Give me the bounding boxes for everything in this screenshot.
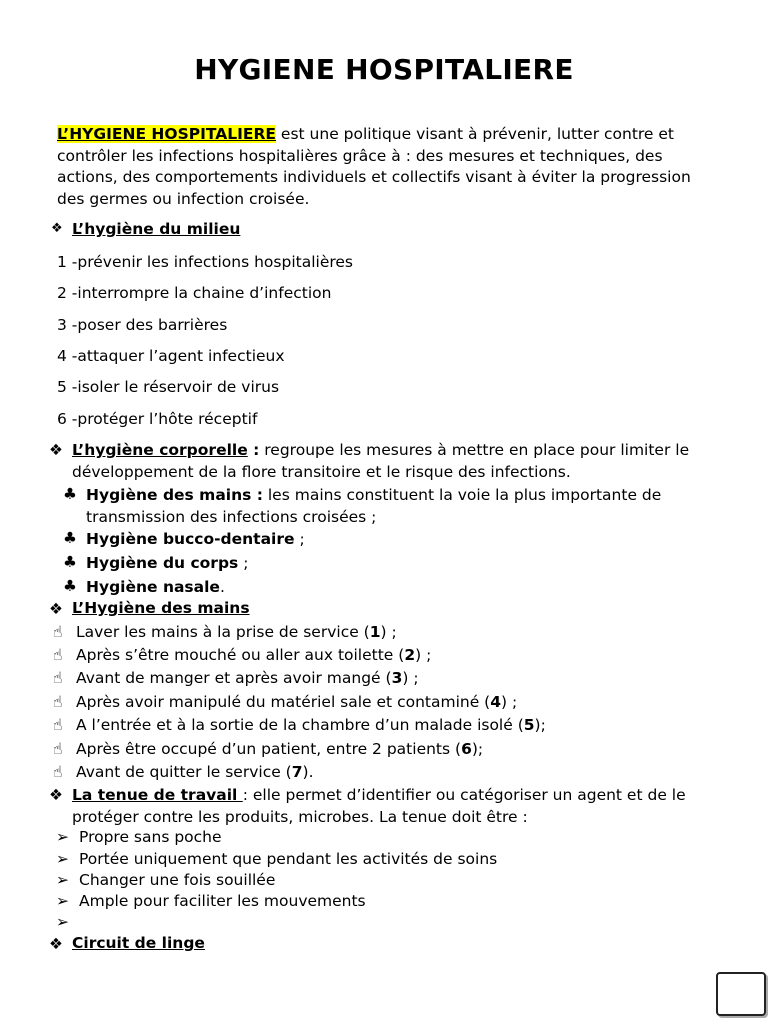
item-text: Laver les mains à la prise de service ( <box>76 623 370 641</box>
list-item: Portée uniquement que pendant les activités de soins <box>79 850 498 868</box>
club-bullet-icon: ♣ <box>63 529 77 547</box>
list-item: 3 -poser des barrières <box>57 316 228 334</box>
diamond-bullet-icon: ❖ <box>49 441 63 459</box>
list-item: 6 -protéger l’hôte réceptif <box>57 410 258 428</box>
list-item <box>86 530 305 548</box>
item-bold: Hygiène nasale <box>86 578 220 596</box>
list-item <box>76 740 483 758</box>
item-text: Après avoir manipulé du matériel sale et contaminé ( <box>76 693 491 711</box>
item-text: A l’entrée et à la sortie de la chambre d’un malade isolé ( <box>76 716 524 734</box>
page-corner-box <box>716 972 766 1016</box>
item-number: 1 <box>369 623 381 641</box>
item-text: ) ; <box>402 669 419 687</box>
list-item <box>76 763 314 781</box>
list-item <box>76 693 517 711</box>
item-text: les mains constituent la voie la plus importante de transmission des infections croisées ; <box>86 486 662 526</box>
item-number: 6 <box>461 740 472 758</box>
item-text: Après être occupé d’un patient, entre 2 patients ( <box>76 740 462 758</box>
item-bold: Hygiène des mains : <box>86 486 263 504</box>
hand-bullet-icon: ☝ <box>53 646 63 664</box>
list-item <box>86 554 248 572</box>
hand-bullet-icon: ☝ <box>53 669 63 687</box>
intro-highlight: L’HYGIENE HOSPITALIERE <box>57 125 276 143</box>
diamond-bullet-icon: ❖ <box>49 935 63 953</box>
list-item: 4 -attaquer l’agent infectieux <box>57 347 285 365</box>
tenue-text: : elle permet d’identifier ou catégoriser un agent et de le protéger contre les produits, microbes. La tenue doit être : <box>72 786 686 826</box>
item-text: ; <box>294 530 305 548</box>
hand-bullet-icon: ☝ <box>53 740 63 758</box>
section-tenue <box>72 785 712 828</box>
diamond-bullet-icon: ❖ <box>49 786 63 804</box>
section-heading-tenue: La tenue de travail <box>72 786 243 804</box>
item-text: ) ; <box>501 693 518 711</box>
diamond-bullet-icon: ❖ <box>51 221 63 236</box>
list-item <box>86 578 225 596</box>
corporelle-text: regroupe les mesures à mettre en place pour limiter le développement de la flore transitoire et le risque des infections. <box>72 441 690 481</box>
list-item <box>76 646 431 664</box>
item-bold: Hygiène du corps <box>86 554 239 572</box>
club-bullet-icon: ♣ <box>63 485 77 503</box>
intro-text: est une politique visant à prévenir, lutter contre et contrôler les infections hospitalières grâce à : des mesures et techniques, des actions, des comportements individuels et collectifs visant à éviter la progression des germes ou infection croisée. <box>57 125 691 208</box>
item-bold: Hygiène bucco-dentaire <box>86 530 295 548</box>
arrow-bullet-icon: ➢ <box>56 850 69 868</box>
item-text: ; <box>238 554 249 572</box>
item-text: ); <box>471 740 484 758</box>
club-bullet-icon: ♣ <box>63 577 77 595</box>
hand-bullet-icon: ☝ <box>53 763 63 781</box>
list-item: Propre sans poche <box>79 828 222 846</box>
list-item: 2 -interrompre la chaine d’infection <box>57 284 332 302</box>
section-heading-linge: Circuit de linge <box>72 934 205 952</box>
section-heading-mains: L’Hygiène des mains <box>72 599 250 617</box>
item-text: Après s’être mouché ou aller aux toilette ( <box>76 646 405 664</box>
item-text: ) ; <box>415 646 432 664</box>
hand-bullet-icon: ☝ <box>53 716 63 734</box>
hand-bullet-icon: ☝ <box>53 693 63 711</box>
item-number: 4 <box>490 693 502 711</box>
list-item: Ample pour faciliter les mouvements <box>79 892 366 910</box>
list-item <box>76 669 419 687</box>
list-item <box>86 485 716 528</box>
item-number: 5 <box>523 716 535 734</box>
list-item: Changer une fois souillée <box>79 871 276 889</box>
list-item: 5 -isoler le réservoir de virus <box>57 378 280 396</box>
item-number: 3 <box>391 669 403 687</box>
section-heading-milieu: L’hygiène du milieu <box>72 220 241 238</box>
arrow-bullet-icon: ➢ <box>56 871 69 889</box>
intro-paragraph <box>57 124 707 210</box>
section-corporelle <box>72 440 712 483</box>
item-text: ) ; <box>380 623 397 641</box>
arrow-bullet-icon: ➢ <box>56 913 69 931</box>
arrow-bullet-icon: ➢ <box>56 892 69 910</box>
list-item <box>76 716 546 734</box>
item-text: Avant de quitter le service ( <box>76 763 292 781</box>
item-text: . <box>219 578 225 596</box>
item-text: ); <box>534 716 546 734</box>
hand-bullet-icon: ☝ <box>53 623 63 641</box>
diamond-bullet-icon: ❖ <box>49 600 63 618</box>
item-text: Avant de manger et après avoir mangé ( <box>76 669 392 687</box>
list-item <box>76 623 397 641</box>
item-number: 2 <box>404 646 416 664</box>
section-heading-corporelle: L’hygiène corporelle <box>72 441 248 459</box>
item-text: ). <box>302 763 314 781</box>
item-number: 7 <box>291 763 303 781</box>
heading-colon: : <box>247 441 260 459</box>
page-title: HYGIENE HOSPITALIERE <box>194 53 574 86</box>
list-item: 1 -prévenir les infections hospitalières <box>57 253 354 271</box>
arrow-bullet-icon: ➢ <box>56 828 69 846</box>
club-bullet-icon: ♣ <box>63 553 77 571</box>
